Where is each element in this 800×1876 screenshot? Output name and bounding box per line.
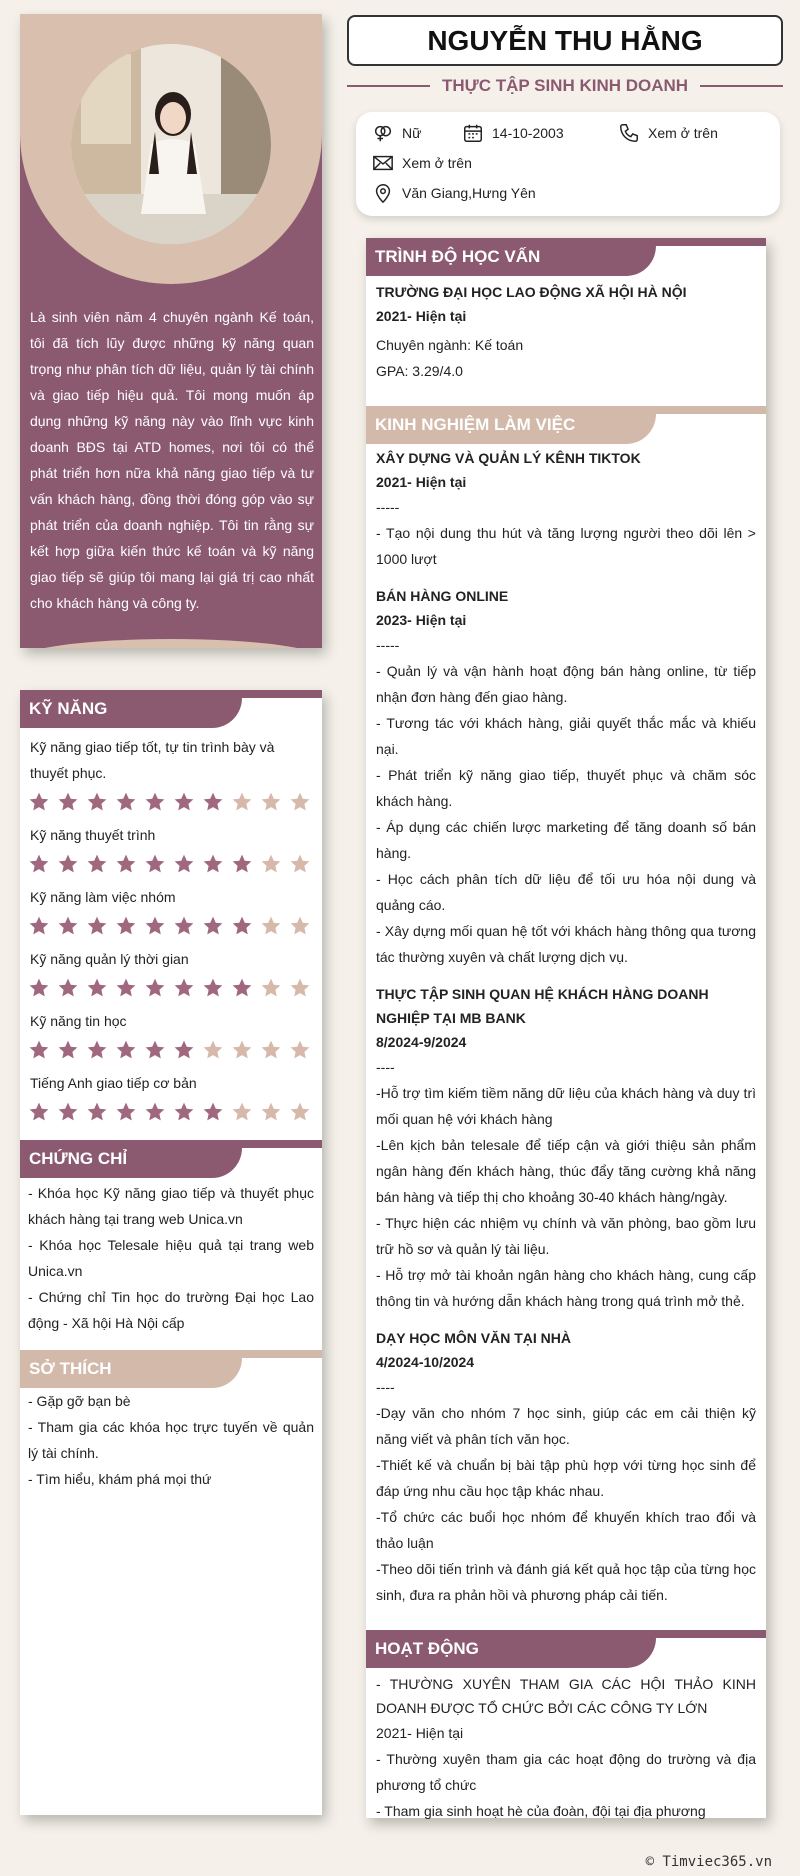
- skill-name: Kỹ năng thuyết trình: [30, 827, 156, 843]
- list-item: - Thực hiện các nhiệm vụ chính và văn phòng, bao gồm lưu trữ hồ sơ và quản lý tài liệu.: [376, 1215, 756, 1257]
- experience-heading: KINH NGHIỆM LÀM VIỆC: [366, 406, 766, 444]
- job-period: 2023- Hiện tại: [376, 612, 467, 628]
- list-item: -Thiết kế và chuẩn bị bài tập phù hợp với từng học sinh để đáp ứng nhu cầu học tập khác nhau.: [376, 1457, 756, 1499]
- activity-heading: - THƯỜNG XUYÊN THAM GIA CÁC HỘI THẢO KINH DOANH ĐƯỢC TỔ CHỨC BỞI CÁC CÔNG TY LỚN: [376, 1676, 756, 1716]
- name-title: NGUYỄN THU HẰNG: [347, 15, 783, 66]
- list-item: - Tham gia các khóa học trực tuyến về quản lý tài chính.: [28, 1419, 314, 1461]
- location-pin-icon: [372, 182, 394, 204]
- experience-item: [376, 584, 756, 970]
- star-empty-icon: [231, 1101, 253, 1123]
- panel-bottom-curve: [20, 639, 322, 648]
- list-item: - Khóa học Telesale hiệu quả tại trang web Unica.vn: [28, 1237, 314, 1279]
- list-item: - Tạo nội dung thu hút và tăng lượng người theo dõi lên > 1000 lượt: [376, 525, 756, 567]
- experience-list: [366, 444, 766, 1608]
- gender-icon: [372, 122, 394, 144]
- skill-rating: [20, 848, 322, 878]
- star-filled-icon: [86, 1101, 108, 1123]
- star-filled-icon: [173, 853, 195, 875]
- skill-rating: [20, 786, 322, 816]
- star-filled-icon: [144, 1101, 166, 1123]
- star-filled-icon: [202, 977, 224, 999]
- skill-rating: [20, 1034, 322, 1064]
- job-period: 2021- Hiện tại: [376, 474, 467, 490]
- list-item: - Phát triển kỹ năng giao tiếp, thuyết phục và chăm sóc khách hàng.: [376, 767, 756, 809]
- star-empty-icon: [202, 1039, 224, 1061]
- skill-rating: [20, 1096, 322, 1126]
- right-sections: [366, 238, 766, 1818]
- star-filled-icon: [231, 977, 253, 999]
- education-heading: TRÌNH ĐỘ HỌC VẤN: [366, 238, 766, 276]
- skills-list: [20, 734, 322, 1126]
- star-filled-icon: [28, 853, 50, 875]
- star-filled-icon: [28, 1101, 50, 1123]
- star-empty-icon: [289, 915, 311, 937]
- calendar-icon: [462, 122, 484, 144]
- star-filled-icon: [231, 853, 253, 875]
- star-filled-icon: [86, 853, 108, 875]
- star-filled-icon: [57, 977, 79, 999]
- skill-name: Kỹ năng tin học: [30, 1013, 127, 1029]
- job-period: 8/2024-9/2024: [376, 1034, 467, 1050]
- skill-name: Kỹ năng làm việc nhóm: [30, 889, 176, 905]
- star-filled-icon: [173, 915, 195, 937]
- certificates-heading: CHỨNG CHỈ: [20, 1140, 322, 1178]
- list-item: - Thường xuyên tham gia các hoạt động do trường và địa phương tổ chức: [376, 1751, 756, 1793]
- list-item: - Hỗ trợ mở tài khoản ngân hàng cho khách hàng, cung cấp thông tin và hướng dẫn khách hàng trong quá trình mở thẻ.: [376, 1267, 756, 1309]
- star-filled-icon: [57, 915, 79, 937]
- job-title: THỰC TẬP SINH QUAN HỆ KHÁCH HÀNG DOANH NGHIỆP TẠI MB BANK: [376, 986, 709, 1026]
- star-empty-icon: [289, 853, 311, 875]
- contact-phone: Xem ở trên: [618, 122, 718, 144]
- activity-period: 2021- Hiện tại: [376, 1725, 464, 1741]
- star-filled-icon: [57, 791, 79, 813]
- star-empty-icon: [260, 915, 282, 937]
- star-filled-icon: [86, 1039, 108, 1061]
- star-empty-icon: [231, 1039, 253, 1061]
- star-filled-icon: [115, 915, 137, 937]
- star-filled-icon: [202, 1101, 224, 1123]
- list-item: -Hỗ trợ tìm kiếm tiềm năng dữ liệu của khách hàng và duy trì mối quan hệ với khách hàng: [376, 1085, 756, 1127]
- contact-email: Xem ở trên: [372, 152, 472, 174]
- footer-watermark: © Timviec365.vn: [645, 1854, 772, 1870]
- star-filled-icon: [144, 977, 166, 999]
- job-separator: -----: [376, 499, 400, 515]
- job-separator: ----: [376, 1379, 395, 1395]
- list-item: - Học cách phân tích dữ liệu để tối ưu hóa nội dung và quảng cáo.: [376, 871, 756, 913]
- list-item: - Tương tác với khách hàng, giải quyết thắc mắc và khiếu nại.: [376, 715, 756, 757]
- list-item: - Xây dựng mối quan hệ tốt với khách hàng thông qua tương tác thường xuyên và chất lượng dịch vụ.: [376, 923, 756, 965]
- job-title: BÁN HÀNG ONLINE: [376, 588, 509, 604]
- skill-rating: [20, 972, 322, 1002]
- star-empty-icon: [289, 1039, 311, 1061]
- activities-block: [366, 1668, 766, 1824]
- star-filled-icon: [115, 977, 137, 999]
- skill-name: Kỹ năng quản lý thời gian: [30, 951, 189, 967]
- email-icon: [372, 152, 394, 174]
- list-item: -Tổ chức các buổi học nhóm để khuyến khích trao đổi và thảo luận: [376, 1509, 756, 1551]
- avatar: [71, 44, 271, 244]
- job-title: XÂY DỰNG VÀ QUẢN LÝ KÊNH TIKTOK: [376, 450, 641, 466]
- skill-rating: [20, 910, 322, 940]
- job-title: DẠY HỌC MÔN VĂN TẠI NHÀ: [376, 1330, 571, 1346]
- list-item: -Lên kịch bản telesale để tiếp cận và giới thiệu sản phẩm ngân hàng đến khách hàng, thúc đẩy tăng cường khả năng bán hàng và tiếp thị cho khoảng 30-40 khách hàng/ngày.: [376, 1137, 756, 1205]
- list-item: -Dạy văn cho nhóm 7 học sinh, giúp các em cải thiện kỹ năng viết và phân tích văn học.: [376, 1405, 756, 1447]
- star-empty-icon: [260, 1039, 282, 1061]
- star-filled-icon: [57, 853, 79, 875]
- star-empty-icon: [289, 791, 311, 813]
- list-item: - Chứng chỉ Tin học do trường Đại học Lao động - Xã hội Hà Nội cấp: [28, 1289, 314, 1331]
- phone-icon: [618, 122, 640, 144]
- list-item: - Khóa học Kỹ năng giao tiếp và thuyết phục khách hàng tại trang web Unica.vn: [28, 1185, 314, 1227]
- education-gpa: GPA: 3.29/4.0: [376, 363, 463, 379]
- star-filled-icon: [57, 1101, 79, 1123]
- education-period: 2021- Hiện tại: [376, 308, 467, 324]
- role-line: [347, 73, 783, 99]
- hobbies-list: [20, 1388, 322, 1492]
- star-filled-icon: [28, 977, 50, 999]
- job-period: 4/2024-10/2024: [376, 1354, 475, 1370]
- star-empty-icon: [260, 791, 282, 813]
- star-filled-icon: [86, 977, 108, 999]
- profile-panel: [20, 14, 322, 648]
- left-sections: [20, 690, 322, 1815]
- star-empty-icon: [289, 1101, 311, 1123]
- contact-gender: Nữ: [372, 122, 421, 144]
- hobbies-heading: SỞ THÍCH: [20, 1350, 322, 1388]
- list-item: - Áp dụng các chiến lược marketing để tăng doanh số bán hàng.: [376, 819, 756, 861]
- star-filled-icon: [57, 1039, 79, 1061]
- divider: [347, 85, 430, 87]
- job-separator: -----: [376, 637, 400, 653]
- star-filled-icon: [86, 915, 108, 937]
- education-major: Chuyên ngành: Kế toán: [376, 337, 524, 353]
- about-text: Là sinh viên năm 4 chuyên ngành Kế toán, tôi đã tích lũy được những kỹ năng quan trọng như phân tích dữ liệu, quản lý tài chính và giao tiếp hiệu quả. Tôi mong muốn áp dụng những kỹ năng này vào lĩnh vực kinh doanh BĐS tại ATD homes, nơi tôi có thể phát triển hơn nữa khả năng giao tiếp và tư vấn khách hàng, đồng thời đóng góp vào sự phát triển của doanh nghiệp. Tôi tin rằng sự kết hợp giữa kiến thức kế toán và kỹ năng giao tiếp sẽ giúp tôi mang lại giá trị cao nhất cho khách hàng và công ty.: [30, 309, 314, 611]
- certificates-list: [20, 1180, 322, 1336]
- skill-name: Kỹ năng giao tiếp tốt, tự tin trình bày và thuyết phục.: [30, 739, 275, 781]
- star-filled-icon: [115, 1101, 137, 1123]
- education-block: [366, 276, 766, 384]
- star-empty-icon: [231, 791, 253, 813]
- experience-item: [376, 446, 756, 572]
- activities-heading: HOẠT ĐỘNG: [366, 1630, 766, 1668]
- list-item: - Quản lý và vận hành hoạt động bán hàng online, từ tiếp nhận đơn hàng đến giao hàng.: [376, 663, 756, 705]
- star-filled-icon: [231, 915, 253, 937]
- skills-heading: KỸ NĂNG: [20, 690, 322, 728]
- skill-name: Tiếng Anh giao tiếp cơ bản: [30, 1075, 197, 1091]
- star-empty-icon: [260, 1101, 282, 1123]
- star-empty-icon: [289, 977, 311, 999]
- list-item: - Gặp gỡ bạn bè: [28, 1393, 131, 1409]
- star-filled-icon: [115, 791, 137, 813]
- school-name: TRƯỜNG ĐẠI HỌC LAO ĐỘNG XÃ HỘI HÀ NỘI: [376, 284, 687, 300]
- star-filled-icon: [28, 1039, 50, 1061]
- star-filled-icon: [173, 1101, 195, 1123]
- star-filled-icon: [28, 791, 50, 813]
- list-item: - Tìm hiểu, khám phá mọi thứ: [28, 1471, 212, 1487]
- star-empty-icon: [260, 853, 282, 875]
- star-filled-icon: [144, 853, 166, 875]
- list-item: -Theo dõi tiến trình và đánh giá kết quả học tập của từng học sinh, đưa ra phản hồi và phương pháp cải tiến.: [376, 1561, 756, 1603]
- star-filled-icon: [173, 977, 195, 999]
- experience-item: [376, 1326, 756, 1608]
- star-filled-icon: [144, 791, 166, 813]
- contact-address: Văn Giang,Hưng Yên: [372, 182, 536, 204]
- star-filled-icon: [28, 915, 50, 937]
- job-separator: ----: [376, 1059, 395, 1075]
- list-item: - Tham gia sinh hoạt hè của đoàn, đội tại địa phương: [376, 1803, 706, 1819]
- divider: [700, 85, 783, 87]
- star-filled-icon: [86, 791, 108, 813]
- star-filled-icon: [115, 1039, 137, 1061]
- star-filled-icon: [202, 853, 224, 875]
- star-filled-icon: [144, 1039, 166, 1061]
- experience-item: [376, 982, 756, 1314]
- star-filled-icon: [202, 915, 224, 937]
- role-title: THỰC TẬP SINH KINH DOANH: [441, 76, 689, 95]
- star-filled-icon: [173, 791, 195, 813]
- star-filled-icon: [173, 1039, 195, 1061]
- contact-dob: 14-10-2003: [462, 122, 564, 144]
- contact-card: [356, 112, 780, 216]
- star-empty-icon: [260, 977, 282, 999]
- star-filled-icon: [115, 853, 137, 875]
- star-filled-icon: [202, 791, 224, 813]
- star-filled-icon: [144, 915, 166, 937]
